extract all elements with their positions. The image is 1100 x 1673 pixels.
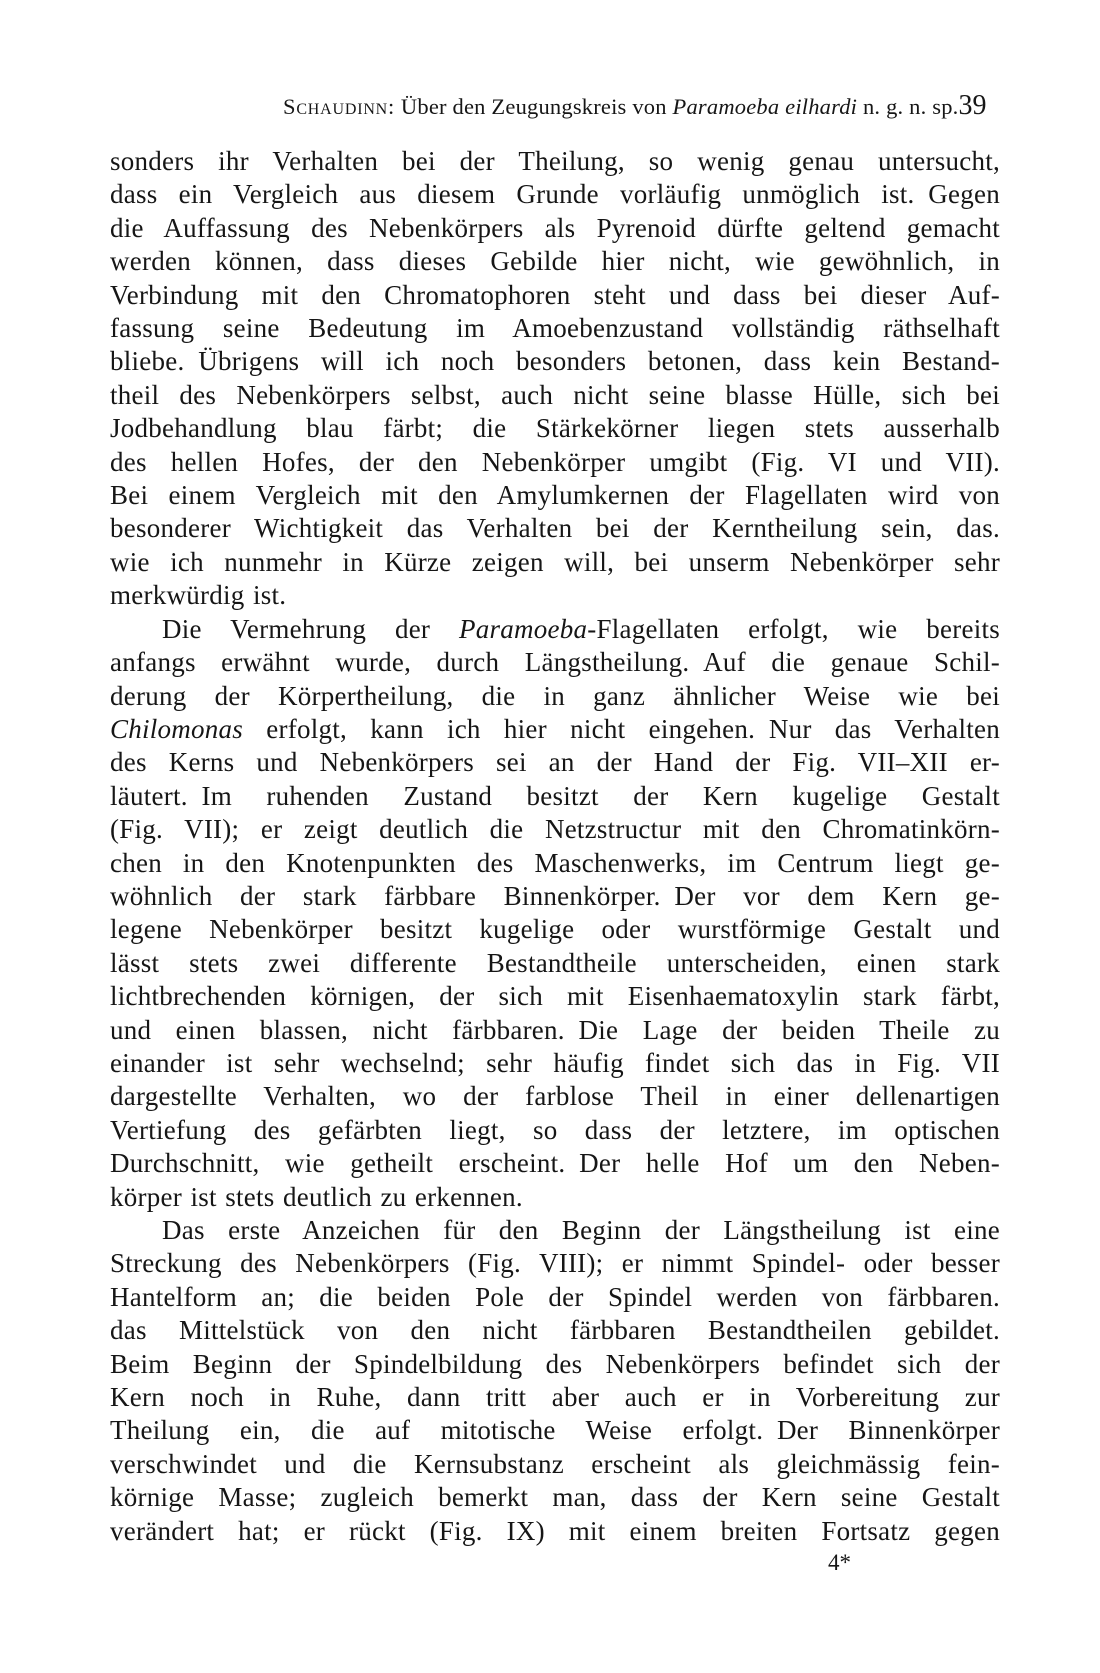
text-line — [110, 1147, 1000, 1180]
running-header — [283, 90, 987, 122]
text-segment: Vertiefung des gefärbten liegt, so dass der letztere, im optischen — [110, 1114, 1000, 1145]
text-segment: Streckung des Nebenkörpers (Fig. VIII); er nimmt Spindel- oder besser — [110, 1248, 1000, 1279]
text-segment: (Fig. VII); er zeigt deutlich die Netzstructur mit den Chromatinkörn- — [110, 814, 1000, 845]
text-line — [110, 713, 1000, 746]
text-line — [110, 880, 1000, 913]
text-segment: dass ein Vergleich aus diesem Grunde vorläufig unmöglich ist. Gegen — [110, 179, 1000, 210]
text-segment: Theilung ein, die auf mitotische Weise erfolgt. Der Binnenkörper — [110, 1415, 1000, 1446]
text-segment: und einen blassen, nicht färbbaren. Die Lage der beiden Theile zu — [110, 1014, 1000, 1045]
author-name: Schaudinn: — [283, 94, 396, 119]
text-line — [110, 1381, 1000, 1414]
text-line — [110, 446, 1000, 479]
text-segment: das Mittelstück von den nicht färbbaren Bestandtheilen gebildet. — [110, 1315, 1000, 1346]
text-line — [110, 913, 1000, 946]
text-segment: wie ich nunmehr in Kürze zeigen will, bei unserm Nebenkörper sehr — [110, 546, 1000, 577]
text-line — [110, 847, 1000, 880]
text-segment: Kern noch in Ruhe, dann tritt aber auch er in Vorbereitung zur — [110, 1382, 1000, 1413]
text-line — [110, 1014, 1000, 1047]
text-segment: einander ist sehr wechselnd; sehr häufig findet sich das in Fig. VII — [110, 1047, 1000, 1078]
text-line — [110, 1348, 1000, 1381]
text-line — [110, 980, 1000, 1013]
text-line — [110, 1448, 1000, 1481]
text-line — [110, 379, 1000, 412]
text-line — [110, 546, 1000, 579]
text-line — [110, 178, 1000, 211]
text-line — [110, 1481, 1000, 1514]
text-segment: werden können, dass dieses Gebilde hier nicht, wie gewöhnlich, in — [110, 246, 1000, 277]
text-segment: chen in den Knotenpunkten des Maschenwerks, im Centrum liegt ge- — [110, 847, 1000, 878]
text-segment: lichtbrechenden körnigen, der sich mit Eisenhaematoxylin stark färbt, — [110, 981, 1000, 1012]
text-line — [110, 646, 1000, 679]
text-segment: Das erste Anzeichen für den Beginn der Längstheilung ist eine — [162, 1215, 1000, 1245]
text-line — [110, 345, 1000, 378]
text-segment: Durchschnitt, wie getheilt erscheint. Der helle Hof um den Neben- — [110, 1148, 1000, 1179]
species-name-italic: Paramoeba eilhardi — [672, 94, 858, 119]
running-head-text-pre: Über den Zeugungskreis von — [395, 94, 673, 119]
text-segment: theil des Nebenkörpers selbst, auch nicht seine blasse Hülle, sich bei — [110, 379, 1000, 410]
text-segment: die Auffassung des Nebenkörpers als Pyrenoid dürfte geltend gemacht — [110, 212, 1000, 243]
text-segment: des hellen Hofes, der den Nebenkörper umgibt (Fig. VI und VII). — [110, 446, 1000, 477]
text-line — [110, 680, 1000, 713]
running-head-text-post: n. g. n. sp. — [857, 94, 959, 119]
text-segment: körnige Masse; zugleich bemerkt man, dass der Kern seine Gestalt — [110, 1482, 1000, 1513]
text-column — [110, 145, 1000, 1548]
text-segment: Jodbehandlung blau färbt; die Stärkekörner liegen stets ausserhalb — [110, 413, 1000, 444]
text-line — [110, 1414, 1000, 1447]
text-line — [110, 1114, 1000, 1147]
text-line — [110, 145, 1000, 178]
text-segment: merkwürdig ist. — [110, 580, 287, 611]
text-segment: verschwindet und die Kernsubstanz erscheint als gleichmässig fein- — [110, 1448, 1000, 1479]
text-segment: verändert hat; er rückt (Fig. IX) mit einem breiten Fortsatz gegen — [110, 1515, 1000, 1546]
italic-text: Chilomonas — [110, 713, 244, 744]
text-line — [110, 1515, 1000, 1548]
text-line — [110, 212, 1000, 245]
text-line — [110, 1281, 1000, 1314]
text-line — [110, 279, 1000, 312]
text-segment: Die Vermehrung der — [162, 613, 460, 644]
text-line — [110, 613, 1000, 646]
page-number: 39 — [958, 90, 987, 121]
text-line — [110, 1080, 1000, 1113]
text-line — [110, 1181, 1000, 1214]
running-head-title — [283, 94, 959, 120]
text-line — [110, 947, 1000, 980]
text-line — [110, 512, 1000, 545]
text-line — [110, 479, 1000, 512]
text-line — [110, 1314, 1000, 1347]
text-segment: derung der Körpertheilung, die in ganz ähnlicher Weise wie bei — [110, 680, 1000, 711]
text-segment: sonders ihr Verhalten bei der Theilung, so wenig genau untersucht, — [110, 146, 1000, 176]
text-segment: körper ist stets deutlich zu erkennen. — [110, 1181, 523, 1212]
text-line — [110, 245, 1000, 278]
text-segment: läutert. Im ruhenden Zustand besitzt der Kern kugelige Gestalt — [110, 780, 1000, 811]
text-segment: lässt stets zwei differente Bestandtheile unterscheiden, einen stark — [110, 947, 1000, 978]
text-segment: des Kerns und Nebenkörpers sei an der Hand der Fig. VII–XII er- — [110, 747, 1000, 778]
text-line — [110, 746, 1000, 779]
text-line — [110, 579, 1000, 612]
text-line — [110, 412, 1000, 445]
text-line — [110, 780, 1000, 813]
italic-text: Paramoeba — [459, 613, 588, 644]
text-segment: besonderer Wichtigkeit das Verhalten bei der Kerntheilung sein, das. — [110, 513, 1000, 544]
text-segment: wöhnlich der stark färbbare Binnenkörper. Der vor dem Kern ge- — [110, 880, 1000, 911]
text-line — [110, 1247, 1000, 1280]
signature-mark: 4* — [828, 1550, 851, 1575]
text-segment: dargestellte Verhalten, wo der farblose Theil in einer dellenartigen — [110, 1081, 1000, 1112]
text-segment: bliebe. Übrigens will ich noch besonders betonen, dass kein Bestand- — [110, 346, 1000, 377]
text-segment: fassung seine Bedeutung im Amoebenzustand vollständig räthselhaft — [110, 313, 1000, 344]
text-line — [110, 1047, 1000, 1080]
text-segment: Beim Beginn der Spindelbildung des Nebenkörpers befindet sich der — [110, 1348, 1000, 1379]
text-segment: Verbindung mit den Chromatophoren steht und dass bei dieser Auf- — [110, 279, 1000, 310]
text-line — [110, 312, 1000, 345]
text-line — [110, 813, 1000, 846]
text-segment: Hantelform an; die beiden Pole der Spindel werden von färbbaren. — [110, 1281, 1000, 1312]
text-line — [110, 1214, 1000, 1247]
text-segment: Bei einem Vergleich mit den Amylumkernen der Flagellaten wird von — [110, 480, 1000, 511]
text-segment: legene Nebenkörper besitzt kugelige oder wurstförmige Gestalt und — [110, 914, 1000, 945]
text-segment: anfangs erwähnt wurde, durch Längstheilung. Auf die genaue Schil- — [110, 647, 1000, 678]
text-segment: -Flagellaten erfolgt, wie bereits — [587, 613, 1000, 644]
text-segment: erfolgt, kann ich hier nicht eingehen. Nur das Verhalten — [243, 713, 1000, 744]
